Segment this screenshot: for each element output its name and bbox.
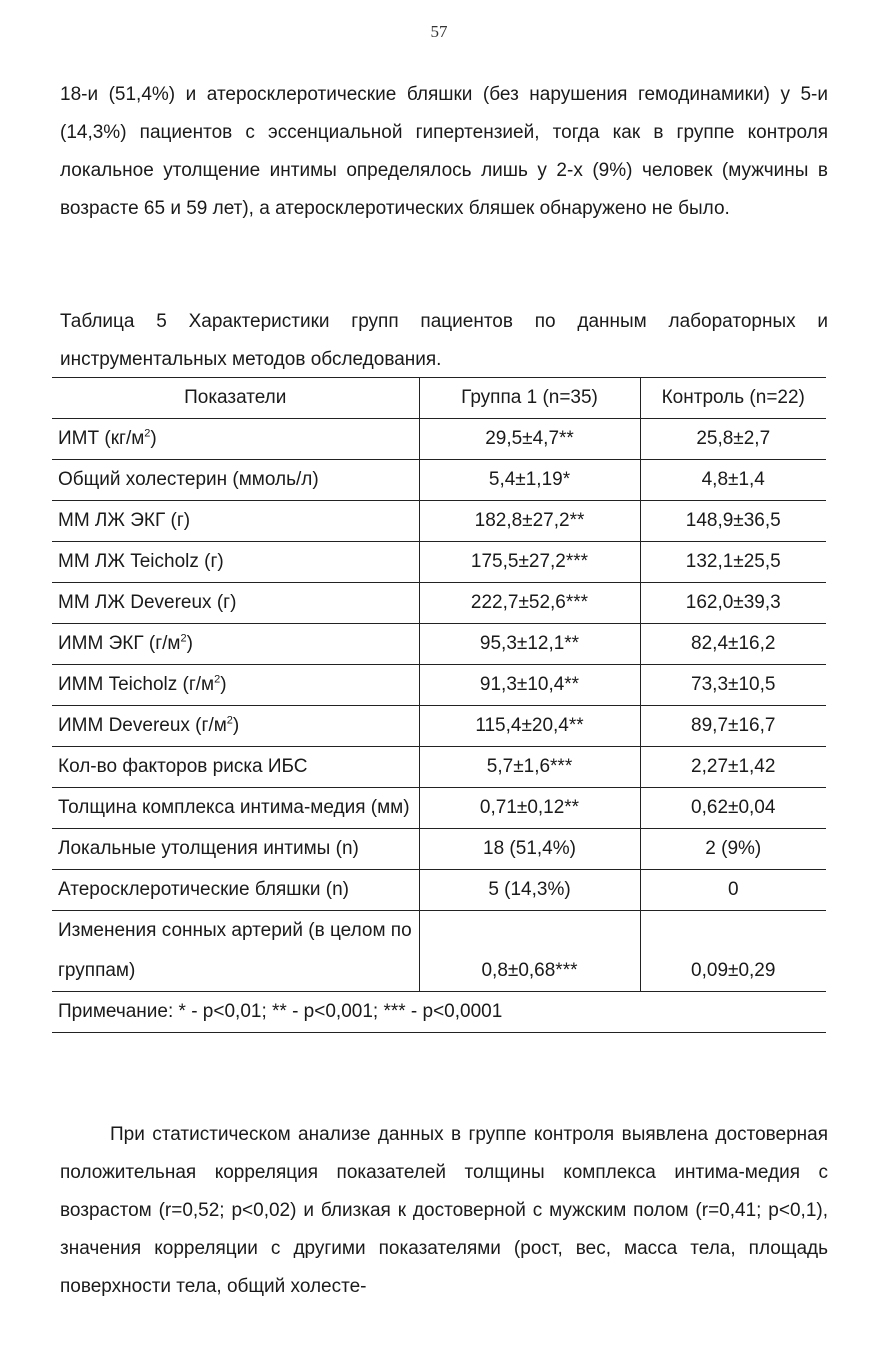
table-row (52, 665, 826, 706)
row-label: ММ ЛЖ ЭКГ (г) (52, 501, 419, 542)
intro-paragraph: 18-и (51,4%) и атеросклеротические бляшки (без нарушения гемодинамики) у 5-и (14,3%) пациентов с эссенциальной гипертензией, тогда как в группе контроля локальное утолщение интимы определялось лишь у 2-х (9%) человек (мужчины в возрасте 65 и 59 лет), а атеросклеротических бляшек обнаружено не было. (60, 84, 828, 219)
group1-value: 175,5±27,2*** (419, 542, 640, 583)
group1-value: 18 (51,4%) (419, 829, 640, 870)
row-label: Локальные утолщения интимы (n) (52, 829, 419, 870)
row-label: Изменения сонных артерий (в целом по группам) (52, 911, 419, 992)
group1-value: 0,8±0,68*** (419, 911, 640, 992)
control-value: 25,8±2,7 (640, 419, 826, 460)
control-value: 148,9±36,5 (640, 501, 826, 542)
row-label: ММ ЛЖ Devereux (г) (52, 583, 419, 624)
control-value: 89,7±16,7 (640, 706, 826, 747)
row-label: ИММ Devereux $(г/м^2)$ (52, 706, 419, 747)
table-row (52, 460, 826, 501)
row-label: Атеросклеротические бляшки (n) (52, 870, 419, 911)
group1-value: 0,71±0,12** (419, 788, 640, 829)
table-row (52, 788, 826, 829)
row-label: ИМТ $(кг/м^2)$ (52, 419, 419, 460)
table-row (52, 829, 826, 870)
control-value: 4,8±1,4 (640, 460, 826, 501)
row-label: ИММ ЭКГ $(г/м^2)$ (52, 624, 419, 665)
control-value: 0 (640, 870, 826, 911)
control-value: 0,09±0,29 (640, 911, 826, 992)
table-row (52, 706, 826, 747)
table-header-row (52, 378, 826, 419)
group1-value: 5 (14,3%) (419, 870, 640, 911)
group1-value: 95,3±12,1** (419, 624, 640, 665)
control-value: 132,1±25,5 (640, 542, 826, 583)
table-note: Примечание: * - p<0,01; ** - p<0,001; *** - p<0,0001 (52, 992, 826, 1033)
header-group1: Группа 1 (n=35) (419, 378, 640, 419)
row-label: Общий холестерин (ммоль/л) (52, 460, 419, 501)
control-value: 2,27±1,42 (640, 747, 826, 788)
header-control: Контроль (n=22) (640, 378, 826, 419)
table-caption: Таблица 5 Характеристики групп пациентов по данным лабораторных и инструментальных методов обследования. (60, 311, 828, 370)
header-indicators: Показатели (52, 378, 419, 419)
control-value: 0,62±0,04 (640, 788, 826, 829)
table-row (52, 583, 826, 624)
table-row (52, 747, 826, 788)
group1-value: 222,7±52,6*** (419, 583, 640, 624)
table-row (52, 624, 826, 665)
table-row (52, 911, 826, 992)
table-note-row (52, 992, 826, 1033)
group1-value: 115,4±20,4** (419, 706, 640, 747)
table-row (52, 542, 826, 583)
row-label: Кол-во факторов риска ИБС (52, 747, 419, 788)
characteristics-table (52, 377, 826, 1033)
row-label: Толщина комплекса интима-медия (мм) (52, 788, 419, 829)
page-number: 57 (430, 22, 448, 41)
group1-value: 182,8±27,2** (419, 501, 640, 542)
group1-value: 5,4±1,19* (419, 460, 640, 501)
table-row (52, 870, 826, 911)
row-label: ИММ Teicholz $(г/м^2)$ (52, 665, 419, 706)
group1-value: 91,3±10,4** (419, 665, 640, 706)
closing-paragraph: При статистическом анализе данных в группе контроля выявлена достоверная положительная корреляция показателей толщины комплекса интима-медия с возрастом (r=0,52; p<0,02) и близкая к достоверной с мужским полом (r=0,41; p<0,1), значения корреляции с другими показателями (рост, вес, масса тела, площадь поверхности тела, общий холесте- (60, 1124, 828, 1297)
control-value: 162,0±39,3 (640, 583, 826, 624)
group1-value: 5,7±1,6*** (419, 747, 640, 788)
row-label: ММ ЛЖ Teicholz (г) (52, 542, 419, 583)
table-row (52, 501, 826, 542)
control-value: 73,3±10,5 (640, 665, 826, 706)
group1-value: 29,5±4,7** (419, 419, 640, 460)
control-value: 82,4±16,2 (640, 624, 826, 665)
table-row (52, 419, 826, 460)
control-value: 2 (9%) (640, 829, 826, 870)
